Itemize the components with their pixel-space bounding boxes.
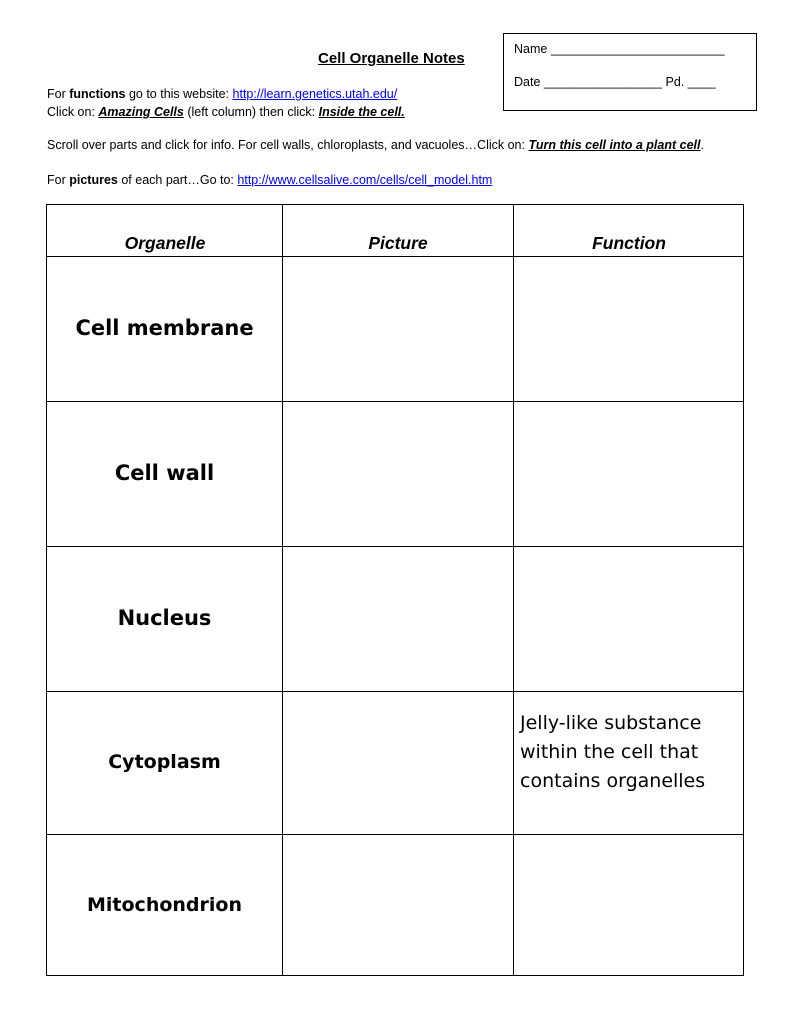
organelle-mitochondrion: Mitochondrion xyxy=(87,894,242,916)
row-divider xyxy=(47,691,743,692)
header-organelle: Organelle xyxy=(124,233,206,253)
row-divider xyxy=(47,256,743,257)
cellsalive-website-link[interactable]: http://www.cellsalive.com/cells/cell_model.htm xyxy=(237,173,493,187)
function-line: Jelly-like substance xyxy=(520,712,702,734)
function-line: within the cell that xyxy=(520,741,699,763)
pictures-instruction xyxy=(47,173,492,187)
name-field-label: Name _________________________ xyxy=(514,42,725,56)
functions-instruction xyxy=(47,87,397,101)
genetics-website-link[interactable]: http://learn.genetics.utah.edu/ xyxy=(232,87,398,101)
inside-the-cell-label: Inside the cell. xyxy=(318,105,405,119)
header-picture: Picture xyxy=(368,233,428,253)
plant-cell-label: Turn this cell into a plant cell xyxy=(528,138,701,152)
instruction-text: For xyxy=(47,173,70,187)
instruction-text: Click on: xyxy=(47,105,99,119)
instruction-text: Scroll over parts and click for info. For cell walls, chloroplasts, and vacuoles…Click on: xyxy=(47,138,529,152)
instruction-text: For xyxy=(47,87,70,101)
organelle-cell-wall: Cell wall xyxy=(114,461,215,485)
organelle-cytoplasm: Cytoplasm xyxy=(108,751,221,773)
instruction-text: . xyxy=(700,138,704,152)
organelle-cell-membrane: Cell membrane xyxy=(75,316,254,340)
cytoplasm-function-text xyxy=(520,709,740,796)
date-period-field-label: Date _________________ Pd. ____ xyxy=(514,75,716,89)
row-divider xyxy=(47,546,743,547)
instruction-text: of each part…Go to: xyxy=(117,173,238,187)
header-function: Function xyxy=(592,233,666,253)
instruction-bold-pictures: pictures xyxy=(69,173,118,187)
page-title: Cell Organelle Notes xyxy=(318,50,465,67)
instruction-text: go to this website: xyxy=(125,87,233,101)
instruction-text: (left column) then click: xyxy=(183,105,319,119)
row-divider xyxy=(47,401,743,402)
name-date-box xyxy=(503,33,757,111)
amazing-cells-label: Amazing Cells xyxy=(98,105,184,119)
scroll-instruction xyxy=(47,138,704,152)
organelle-table xyxy=(46,204,744,976)
click-instruction xyxy=(47,105,405,119)
organelle-nucleus: Nucleus xyxy=(117,606,212,630)
column-divider xyxy=(282,205,283,975)
function-line: contains organelles xyxy=(520,770,706,792)
row-divider xyxy=(47,834,743,835)
instruction-bold-functions: functions xyxy=(69,87,126,101)
column-divider xyxy=(513,205,514,975)
